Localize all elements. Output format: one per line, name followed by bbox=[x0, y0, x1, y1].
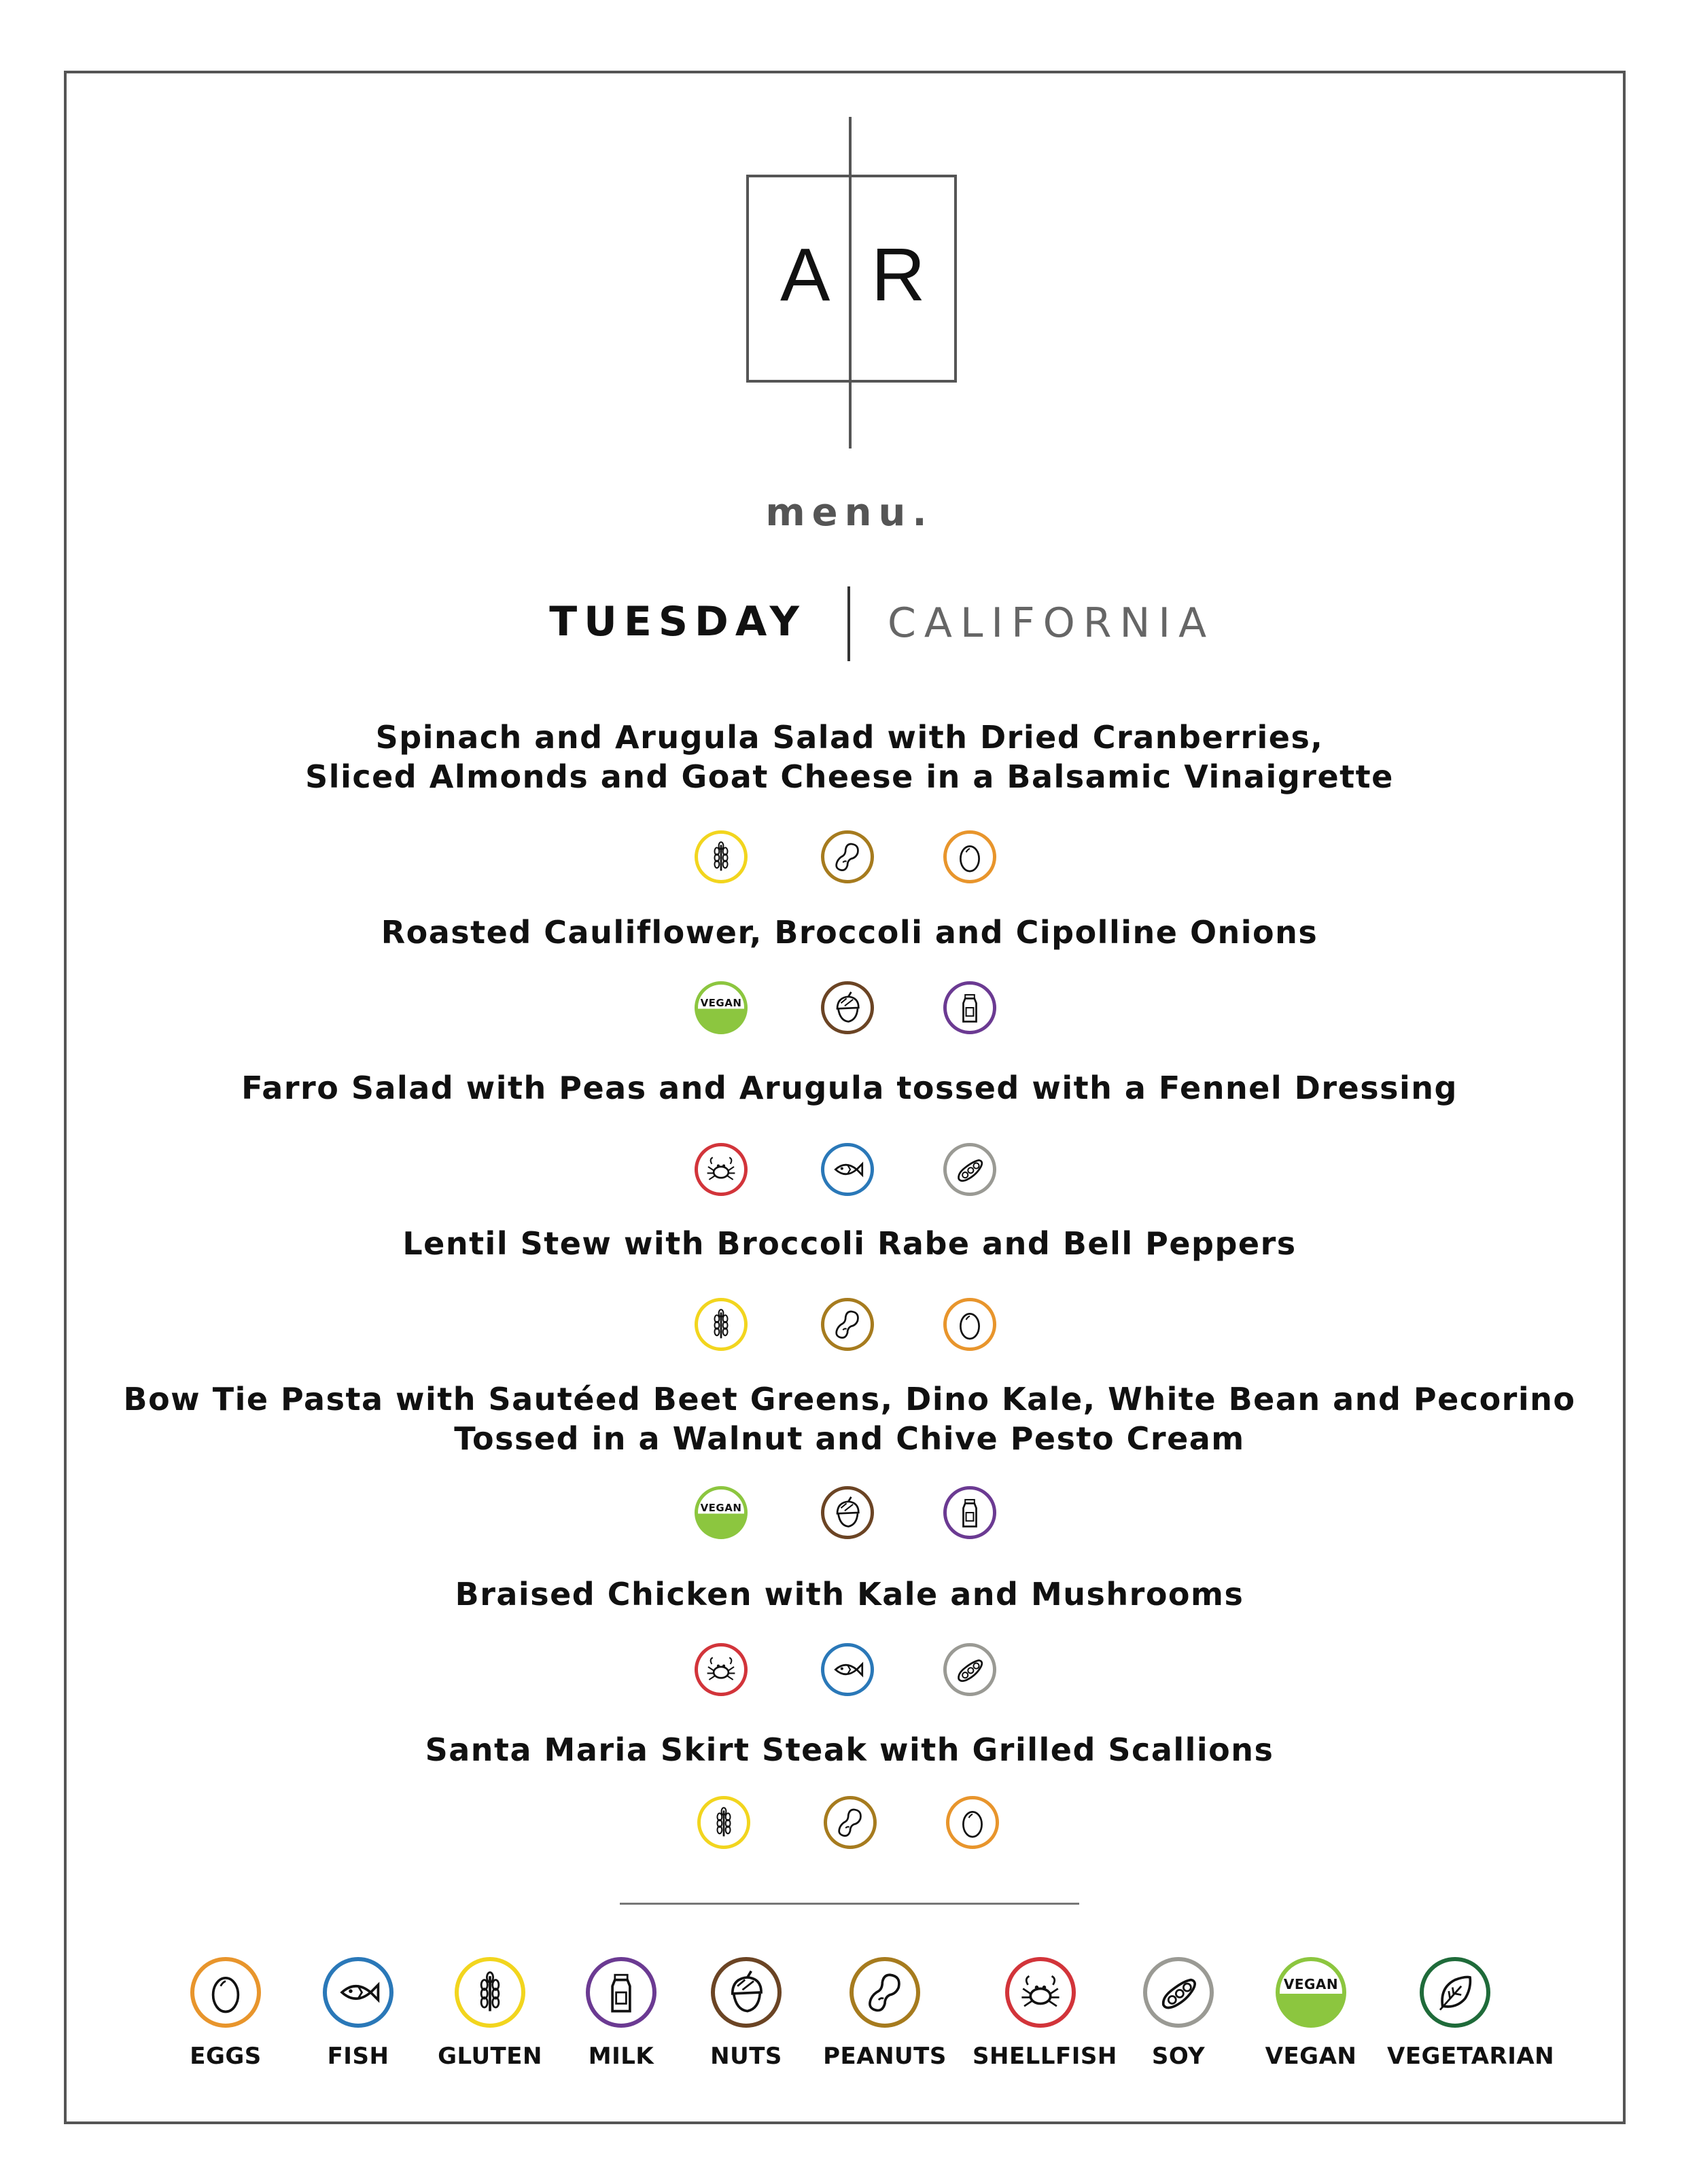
vegan-icon bbox=[695, 1486, 748, 1539]
heading-separator bbox=[847, 586, 850, 661]
vegan-icon-text: VEGAN bbox=[700, 996, 742, 1009]
fish-icon bbox=[821, 1143, 874, 1196]
fish-icon bbox=[821, 1643, 874, 1696]
legend-label: EGGS bbox=[190, 2043, 262, 2070]
peanut-icon bbox=[850, 1957, 920, 2028]
gluten-icon bbox=[695, 1298, 748, 1351]
dish-allergen-icons bbox=[0, 1486, 1699, 1547]
legend-label: GLUTEN bbox=[438, 2043, 542, 2070]
legend-item bbox=[553, 1957, 689, 2070]
legend-divider bbox=[620, 1903, 1079, 1905]
dish-name-line: Braised Chicken with Kale and Mushrooms bbox=[455, 1576, 1244, 1613]
gluten-icon bbox=[695, 830, 748, 883]
legend-item bbox=[817, 1957, 953, 2070]
dish-name bbox=[68, 1730, 1631, 1769]
vegan-icon-text: VEGAN bbox=[700, 1501, 742, 1514]
milk-icon bbox=[586, 1957, 656, 2028]
egg-icon bbox=[943, 830, 996, 883]
gluten-icon bbox=[697, 1796, 750, 1849]
dish-name bbox=[68, 1068, 1631, 1108]
legend-item bbox=[678, 1957, 814, 2070]
legend-item bbox=[290, 1957, 426, 2070]
nut-icon bbox=[821, 981, 874, 1034]
milk-icon bbox=[943, 1486, 996, 1539]
day-label: TUESDAY bbox=[549, 598, 806, 646]
dish-name-line: Farro Salad with Peas and Arugula tossed with a Fennel Dressing bbox=[241, 1070, 1458, 1106]
dish-name-line: Spinach and Arugula Salad with Dried Cranberries, bbox=[375, 719, 1324, 756]
shellfish-icon bbox=[695, 1143, 748, 1196]
peanut-icon bbox=[821, 830, 874, 883]
legend-item bbox=[158, 1957, 294, 2070]
dish-allergen-icons bbox=[0, 1298, 1699, 1359]
dish-name bbox=[68, 913, 1631, 952]
region-label: CALIFORNIA bbox=[888, 599, 1215, 647]
dish-allergen-icons bbox=[0, 1643, 1699, 1704]
soy-icon bbox=[943, 1143, 996, 1196]
logo-letter-right: R bbox=[871, 233, 926, 317]
legend-item bbox=[422, 1957, 558, 2070]
peanut-icon bbox=[821, 1298, 874, 1351]
vegan-icon bbox=[695, 981, 748, 1034]
legend-item bbox=[1110, 1957, 1246, 2070]
dish-name-line: Santa Maria Skirt Steak with Grilled Scallions bbox=[425, 1731, 1274, 1768]
fish-icon bbox=[323, 1957, 393, 2028]
dish-allergen-icons bbox=[0, 1796, 1699, 1857]
peanut-icon bbox=[824, 1796, 877, 1849]
legend-item bbox=[1243, 1957, 1379, 2070]
nut-icon bbox=[711, 1957, 782, 2028]
shellfish-icon bbox=[1005, 1957, 1076, 2028]
gluten-icon bbox=[455, 1957, 525, 2028]
logo-letter-left: A bbox=[780, 233, 830, 317]
egg-icon bbox=[190, 1957, 261, 2028]
legend-label: VEGAN bbox=[1265, 2043, 1357, 2070]
legend-item bbox=[973, 1957, 1117, 2070]
legend-label: PEANUTS bbox=[823, 2043, 947, 2070]
shellfish-icon bbox=[695, 1643, 748, 1696]
nut-icon bbox=[821, 1486, 874, 1539]
dish-name bbox=[68, 1574, 1631, 1614]
legend-item bbox=[1387, 1957, 1555, 2070]
soy-icon bbox=[1143, 1957, 1214, 2028]
dish-name-line: Sliced Almonds and Goat Cheese in a Balsamic Vinaigrette bbox=[305, 758, 1394, 795]
dish-name bbox=[68, 1379, 1631, 1458]
dish-name-line: Bow Tie Pasta with Sautéed Beet Greens, Dino Kale, White Bean and Pecorino bbox=[123, 1381, 1576, 1417]
vegan-icon-text: VEGAN bbox=[1283, 1976, 1339, 1993]
legend-label: SOY bbox=[1151, 2043, 1206, 2070]
dish-allergen-icons bbox=[0, 830, 1699, 892]
egg-icon bbox=[943, 1298, 996, 1351]
menu-heading: menu. bbox=[765, 491, 934, 535]
dish-name bbox=[68, 1224, 1631, 1263]
dish-name-line: Lentil Stew with Broccoli Rabe and Bell Peppers bbox=[402, 1225, 1297, 1262]
dish-name-line: Tossed in a Walnut and Chive Pesto Cream bbox=[454, 1420, 1245, 1457]
legend-label: NUTS bbox=[710, 2043, 782, 2070]
legend-label: MILK bbox=[588, 2043, 654, 2070]
legend-label: SHELLFISH bbox=[973, 2043, 1117, 2070]
dish-allergen-icons bbox=[0, 1143, 1699, 1204]
milk-icon bbox=[943, 981, 996, 1034]
dish-name bbox=[68, 718, 1631, 796]
legend-label: VEGETARIAN bbox=[1387, 2043, 1555, 2070]
soy-icon bbox=[943, 1643, 996, 1696]
egg-icon bbox=[946, 1796, 999, 1849]
dish-allergen-icons bbox=[0, 981, 1699, 1042]
vegan-icon bbox=[1276, 1957, 1346, 2028]
logo-box bbox=[746, 175, 957, 383]
legend-label: FISH bbox=[327, 2043, 389, 2070]
dish-name-line: Roasted Cauliflower, Broccoli and Cipolline Onions bbox=[381, 914, 1318, 951]
vegetarian-icon bbox=[1420, 1957, 1490, 2028]
